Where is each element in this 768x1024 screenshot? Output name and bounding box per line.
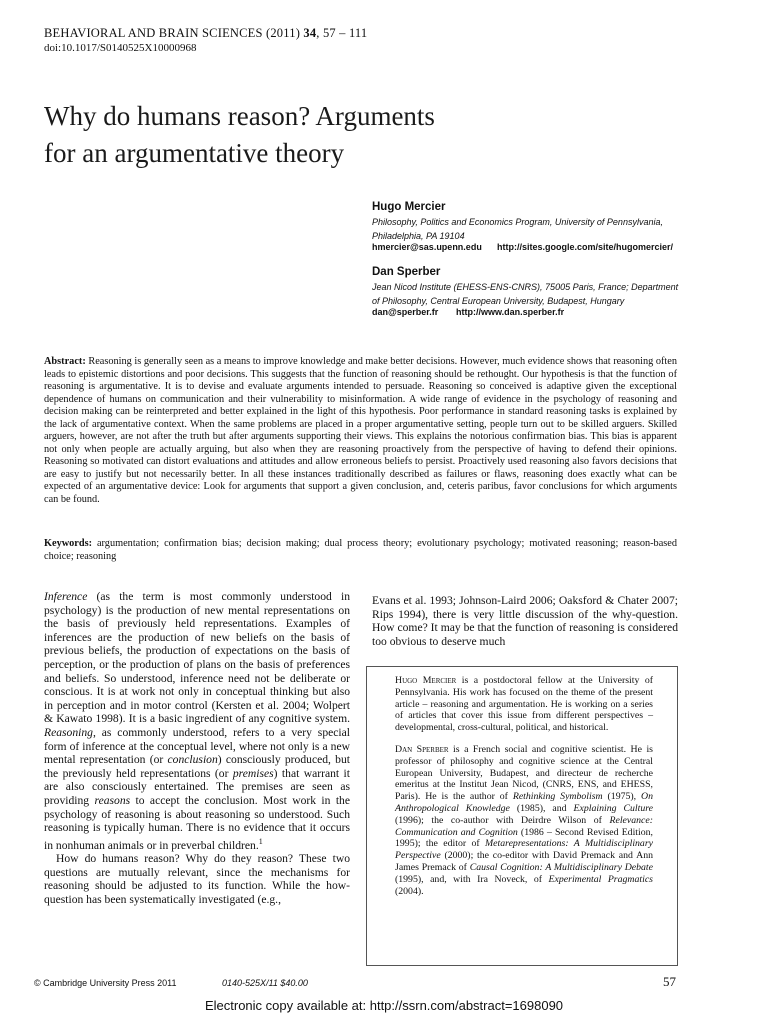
body-text: to accept the conclusion. Most work in the psychology of reasoning is about reasoning so understood. Such reasoning is typically human. There is no evidence that it occurs in nonhuman animals or in preverbal children. [44,793,351,852]
title-line-2: for an argumentative theory [44,138,345,168]
affiliation-line: Philadelphia, PA 19104 [372,231,465,241]
footnote-marker[interactable]: 1 [258,836,263,846]
body-text: , as commonly understood, refers to a very special form of inference at the conceptual level, where not only is a new mental representation (or [44,725,350,767]
price-code: 0140-525X/11 $40.00 [222,978,308,988]
body-column-left [44,590,350,907]
book-title: Rethinking Symbolism [512,791,603,803]
affiliation-line: Philosophy, Politics and Economics Program, University of Pennsylvania, [372,217,663,227]
bio-text: (2004). [395,885,424,897]
book-title: Metarepresentations: A Multidisciplinary Perspective [395,838,653,862]
bio-text: (1986 – Second Revised Edition, 1995); the editor of [395,826,653,850]
body-text: (as the term is most commonly understood in psychology) is the production of new mental representations on the basis of previously held representations. Examples of inferences are the production of new beliefs on the basis of previous beliefs, the production of expectations on the basis of perception, or the production of plans on the basis of preferences and beliefs. So understood, inference need not be deliberate or conscious. It is at work not only in conceptual thinking but also in perception and in motor control (Kersten et al. 2004; Wolpert & Kawato 1998). It is a basic ingredient of any cognitive system. [44,590,350,726]
bio-text: is a French social and cognitive scientist. He is professor of philosophy and cognitive science at the Central European University, Budapest, and directeur de recherche emeritus at the Institut Jean Nicod, (CNRS, ENS, and EHESS, Paris). He is the author of [395,743,653,803]
keywords-text: argumentation; confirmation bias; decision making; dual process theory; evolutionary psychology; motivated reasoning; reason-based choice; reasoning [44,538,677,562]
body-paragraph-right: Evans et al. 1993; Johnson-Laird 2006; Oaksford & Chater 2007; Rips 1994), there is very little discussion of the why-question. How come? It may be that the function of reasoning is considered too obvious to deserve much [372,594,678,648]
author-bio-box [366,666,678,966]
book-title: Explaining Culture [573,802,654,814]
term-inference: Inference [44,590,88,603]
book-title: Causal Cognition: A Multidisciplinary Debate [469,861,653,873]
page-number: 57 [663,974,676,989]
bio-text: is a postdoctoral fellow at the University of Pennsylvania. His work has focused on the theme of the present article – reasoning and argumentation. He is working on a series of articles that cover this issue from different perspectives – developmental, cross-cultural, political, and historical. [395,675,654,734]
author-url-2[interactable]: http://www.dan.sperber.fr [456,307,565,317]
keywords-label: Keywords: [44,538,93,549]
body-text: ) that warrant it are also consciously entertained. The premises are seen as providing [44,766,350,807]
journal-volume: 34 [303,26,317,40]
abstract-label: Abstract: [44,356,86,367]
bio-name-sperber: Dan Sperber [395,743,449,755]
term-reasoning: Reasoning [44,725,93,739]
author-url-1[interactable]: http://sites.google.com/site/hugomercier/ [497,242,674,252]
bio-text: (2000); the co-editor with David Premack and Ann James Premack of [395,850,653,873]
book-title: Relevance: Communication and Cognition [395,814,653,838]
bio-name-mercier: Hugo Mercier [395,675,457,686]
bio-sperber [395,744,653,897]
book-title: Experimental Pragmatics [548,873,653,885]
body-paragraph-2: How do humans reason? Why do they reason? These two questions are mutually relevant, since the mechanisms for reasoning should be adjusted to its function. While the how-question has been systematically investigated (e.g., [44,852,350,906]
doi: doi:10.1017/S0140525X10000968 [44,42,197,54]
abstract-text: Reasoning is generally seen as a means to improve knowledge and make better decisions. However, much evidence shows that reasoning often leads to epistemic distortions and poor decisions. This suggests that the function of reasoning should be rethought. Our hypothesis is that the function of reasoning is argumentative. It is to devise and evaluate arguments intended to persuade. Reasoning so conceived is adaptive given the exceptional dependence of humans on communication and their vulnerability to misinformation. A wide range of evidence in the psychology of reasoning and decision making can be reinterpreted and better explained in the light of this hypothesis. Poor performance in standard reasoning tasks is explained by the lack of argumentative context. When the same problems are placed in a proper argumentative setting, people turn out to be skilled arguers. Skilled arguers, however, are not after the truth but after arguments supporting their views. This explains the notorious confirmation bias. This bias is apparent not only when people are actually arguing, but also when they are reasoning proactively from the perspective of having to defend their opinions. Reasoning so motivated can distort evaluations and attitudes and allow erroneous beliefs to persist. Proactively used reasoning also favors decisions that are easy to justify but not necessarily better. In all these instances traditionally described as failures or flaws, reasoning does exactly what can be expected of an argumentative device: Look for arguments that support a given conclusion, and, ceteris paribus, favor conclusions for which arguments can be found. [44,356,677,505]
term-conclusion: conclusion [167,753,218,767]
author-affiliation-2 [372,280,697,308]
author-email-1[interactable]: hmercier@sas.upenn.edu [372,242,482,252]
journal-name: BEHAVIORAL AND BRAIN SCIENCES (2011) [44,26,304,40]
term-premises: premises [232,766,274,780]
author-name-1: Hugo Mercier [372,201,446,213]
journal-header [44,26,367,41]
bio-text: (1985), and [509,802,574,814]
author-email-2[interactable]: dan@sperber.fr [372,307,439,317]
title-line-1: Why do humans reason? Arguments [44,101,435,131]
body-column-right [372,594,678,648]
affiliation-line: of Philosophy, Central European University, Budapest, Hungary [372,296,625,306]
author-name-2: Dan Sperber [372,266,441,278]
journal-pages: , 57 – 111 [316,26,368,40]
body-text: ) consciously produced, but the previously held representations (or [44,753,350,780]
bio-text: (1975), [602,791,642,803]
copyright: © Cambridge University Press 2011 [34,978,177,988]
book-title: On Anthropological Knowledge [395,791,653,814]
abstract [44,356,677,506]
body-paragraph-1 [44,590,350,852]
ssrn-link[interactable]: Electronic copy available at: http://ssrn.com/abstract=1698090 [204,998,564,1013]
bio-text: (1996); the co-author with Deirdre Wilson of [395,814,610,826]
keywords [44,538,677,563]
paper-title [44,98,604,172]
bio-mercier [395,675,653,734]
term-reasons: reasons [94,793,131,807]
bio-text: (1995), and, with Ira Noveck, of [395,873,549,885]
affiliation-line: Jean Nicod Institute (EHESS-ENS-CNRS), 75005 Paris, France; Department [372,282,679,292]
author-affiliation-1 [372,215,697,243]
